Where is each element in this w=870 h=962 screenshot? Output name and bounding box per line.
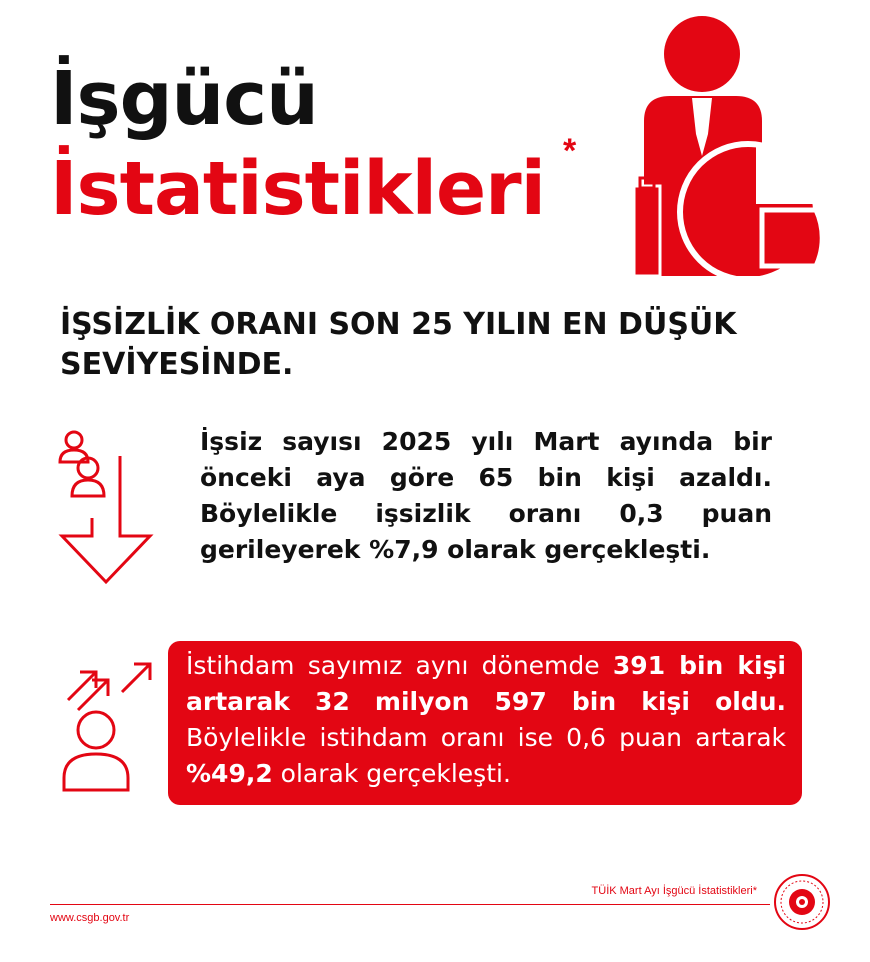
employment-rate: %49,2	[186, 759, 273, 788]
title-asterisk: *	[563, 132, 577, 170]
employment-bold-figure: 391 bin kişi artarak 32 milyon 597 bin kişi oldu.	[186, 651, 786, 716]
employment-paragraph	[186, 648, 786, 792]
employment-text-part3: olarak gerçekleşti.	[272, 759, 511, 788]
ministry-seal-icon	[773, 873, 831, 931]
headline: İŞSİZLİK ORANI SON 25 YILIN EN DÜŞÜK SEVİYESİNDE.	[60, 307, 737, 382]
footer-divider	[50, 904, 770, 905]
title-line2: İstatistikleri	[50, 146, 546, 232]
employment-text-part1: İstihdam sayımız aynı dönemde	[186, 651, 613, 680]
source-note: TÜİK Mart Ayı İşgücü İstatistikleri*	[591, 885, 757, 897]
worker-pie-chart-icon	[630, 16, 820, 276]
title-line1: İşgücü	[50, 56, 318, 142]
person-up-arrows-icon	[58, 650, 158, 795]
website-link[interactable]: www.csgb.gov.tr	[50, 912, 130, 924]
people-down-arrow-icon	[58, 428, 154, 588]
employment-text-part2: Böylelikle istihdam oranı ise 0,6 puan artarak	[186, 723, 786, 752]
unemployment-paragraph: İşsiz sayısı 2025 yılı Mart ayında bir önceki aya göre 65 bin kişi azaldı. Böylelikle işsizlik oranı 0,3 puan gerileyerek %7,9 olarak gerçekleşti.	[200, 427, 772, 564]
